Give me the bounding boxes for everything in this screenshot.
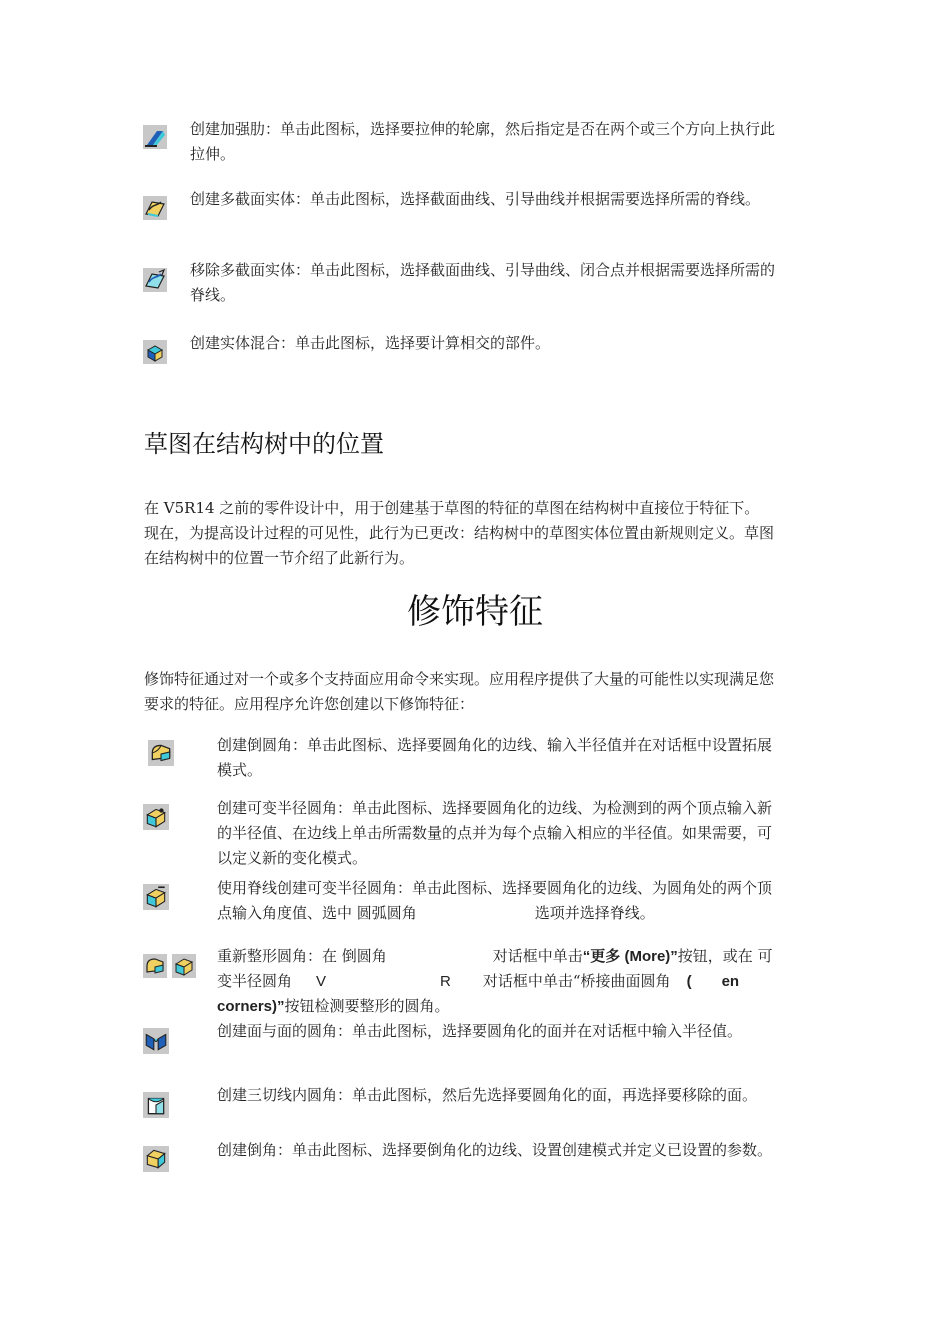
reshape-line2-part5: “桥接曲面圆角 (572, 972, 671, 990)
face-face-fillet-text: 创建面与面的圆角：单击此图标，选择要圆角化的面并在对话框中输入半径值。 (217, 1022, 743, 1040)
dress-up-title: 修饰特征 (407, 592, 543, 632)
removed-multi-section-description (190, 258, 775, 308)
spine-fillet-line2-part2: 选项并选择脊线。 (534, 904, 655, 922)
sketch-section-heading: 草图在结构树中的位置 (144, 430, 384, 458)
sketch-section-paragraph (144, 496, 774, 571)
reshape-fillet-line3 (217, 994, 773, 1019)
rib-icon (143, 125, 167, 149)
reshape-fillet-line2 (217, 969, 773, 994)
reshape-line1-part2: 对话框中单击 (492, 947, 583, 965)
reshape-line2-part4: 对话框中单击 (482, 972, 573, 990)
face-face-fillet-icon (143, 1028, 169, 1054)
reshape-line3-corners: corners)” (217, 998, 285, 1015)
reshape-line2-r: R (440, 973, 451, 990)
multi-section-text: 创建多截面实体：单击此图标，选择截面曲线、引导曲线并根据需要选择所需的脊线。 (190, 190, 761, 208)
tritangent-fillet-text: 创建三切线内圆角：单击此图标，然后先选择要圆角化的面，再选择要移除的面。 (217, 1086, 758, 1104)
dress-up-intro-line1: 修饰特征通过对一个或多个支持面应用命令来实现。应用程序提供了大量的可能性以实现满足您 (144, 670, 775, 688)
tritangent-fillet-icon (143, 1092, 169, 1118)
spine-fillet-line2-part1: 点输入角度值、选中 圆弧圆角 (217, 904, 417, 922)
reshape-fillet-line1 (217, 944, 773, 969)
solid-combine-icon (143, 340, 167, 364)
rib-text-line1: 创建加强肋：单击此图标，选择要拉伸的轮廓，然后指定是否在两个或三个方向上执行此 (190, 120, 776, 138)
chamfer-text: 创建倒角：单击此图标、选择要倒角化的边线、设置创建模式并定义已设置的参数。 (217, 1141, 773, 1159)
variable-fillet-icon (143, 804, 169, 830)
reshape-edge-fillet-icon (143, 954, 167, 978)
reshape-variable-fillet-icon (172, 954, 196, 978)
edge-fillet-line2: 模式。 (217, 761, 263, 779)
multi-section-description (190, 187, 760, 212)
sketch-para-line3: 在结构树中的位置一节介绍了此新行为。 (144, 549, 415, 567)
reshape-line2-paren: ( (686, 973, 692, 990)
chamfer-description (217, 1138, 772, 1163)
dress-up-intro (144, 667, 774, 717)
spine-variable-fillet-icon (143, 884, 169, 910)
edge-fillet-line1: 创建倒圆角：单击此图标、选择要圆角化的边线、输入半径值并在对话框中设置拓展 (217, 736, 773, 754)
spine-fillet-line1: 使用脊线创建可变半径圆角：单击此图标、选择要圆角化的边线、为圆角处的两个顶 (217, 879, 773, 897)
reshape-line3-part2: 按钮检测要整形的圆角。 (284, 997, 450, 1015)
variable-fillet-line2: 的半径值、在边线上单击所需数量的点并为每个点输入相应的半径值。如果需要，可 (217, 824, 773, 842)
solid-combine-text: 创建实体混合：单击此图标，选择要计算相交的部件。 (190, 334, 551, 352)
dress-up-intro-line2: 要求的特征。应用程序允许您创建以下修饰特征： (144, 695, 475, 713)
variable-fillet-description (217, 796, 772, 871)
reshape-line2-en: en (721, 973, 740, 990)
rib-description (190, 117, 775, 167)
solid-combine-description (190, 331, 550, 356)
reshape-line1-part4: 按钮，或在 可 (677, 947, 773, 965)
chamfer-icon (143, 1146, 169, 1172)
sketch-para-line2: 现在，为提高设计过程的可见性，此行为已更改：结构树中的草图实体位置由新规则定义。草图 (144, 524, 775, 542)
spine-fillet-line2 (217, 901, 772, 926)
spine-fillet-description (217, 876, 772, 926)
edge-fillet-description (217, 733, 772, 783)
rib-text-line2: 拉伸。 (190, 145, 236, 163)
variable-fillet-line3: 以定义新的变化模式。 (217, 849, 368, 867)
multi-section-solid-icon (143, 196, 167, 220)
removed-multi-section-line1: 移除多截面实体：单击此图标，选择截面曲线、引导曲线、闭合点并根据需要选择所需的 (190, 261, 776, 279)
face-face-fillet-description (217, 1019, 742, 1044)
reshape-fillet-description (217, 944, 773, 1019)
sketch-para-line1: 在 V5R14 之前的零件设计中，用于创建基于草图的特征的草图在结构树中直接位于特征下。 (144, 499, 760, 517)
removed-multi-section-line2: 脊线。 (190, 286, 236, 304)
removed-multi-section-icon (143, 268, 167, 292)
reshape-line2-part1: 变半径圆角 (217, 972, 293, 990)
edge-fillet-icon (148, 740, 174, 766)
reshape-line1-part1: 重新整形圆角：在 倒圆角 (217, 947, 387, 965)
reshape-line2-v: V (316, 973, 327, 990)
tritangent-fillet-description (217, 1083, 757, 1108)
reshape-line1-more: “更多 (More)” (582, 948, 678, 965)
variable-fillet-line1: 创建可变半径圆角：单击此图标、选择要圆角化的边线、为检测到的两个顶点输入新 (217, 799, 773, 817)
